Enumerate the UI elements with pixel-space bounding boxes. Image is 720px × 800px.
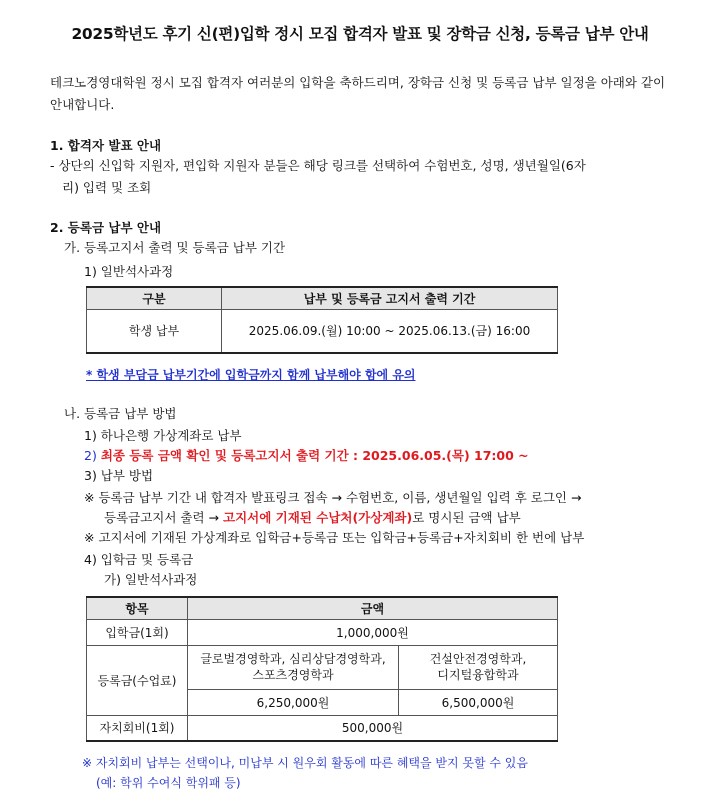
item-b4-sub: 가) 일반석사과정 xyxy=(104,572,198,587)
intro-paragraph: 테크노경영대학원 정시 모집 합격자 여러분의 입학을 축하드리며, 장학금 신청 및 등록금 납부 일정을 아래와 같이 안내합니다. xyxy=(50,75,666,112)
section1-heading: 1. 합격자 발표 안내 xyxy=(50,138,162,153)
item-b3-note2-highlight: 고지서에 기재된 수납처(가상계좌) xyxy=(223,510,413,525)
table2-dept-group-a xyxy=(188,645,399,689)
section2-heading: 2. 등록금 납부 안내 xyxy=(50,220,162,235)
item-b1: 1) 하나은행 가상계좌로 납부 xyxy=(84,428,242,443)
dept-group-b-line1: 건설안전경영학과, xyxy=(429,652,527,666)
footnote-council-fee: ※ 자치회비 납부는 선택이나, 미납부 시 원우회 활동에 따른 혜택을 받지 못할 수 있음 xyxy=(82,756,528,770)
item-a1: 1) 일반석사과정 xyxy=(84,264,174,279)
section1-line1: - 상단의 신입학 지원자, 편입학 지원자 분들은 해당 링크를 선택하여 수험번호, 성명, 생년월일(6자 xyxy=(50,158,586,173)
tuition-table xyxy=(86,596,558,742)
item-b3-note2 xyxy=(104,508,521,526)
footnote-example: (예: 학위 수여식 학위패 등) xyxy=(96,776,241,790)
table2-council-amount: 500,000원 xyxy=(188,715,558,741)
dept-group-a-line1: 글로벌경영학과, 심리상담경영학과, xyxy=(200,652,386,666)
table1-cell-period: 2025.06.09.(월) 10:00 ~ 2025.06.13.(금) 16:00 xyxy=(222,309,558,353)
table2-dept-a-amount: 6,250,000원 xyxy=(188,689,399,715)
table1-cell-category: 학생 납부 xyxy=(87,309,222,353)
subsection-b-heading: 나. 등록금 납부 방법 xyxy=(64,406,177,421)
dept-group-b-line2: 디지털융합학과 xyxy=(437,668,519,682)
item-b3: 3) 납부 방법 xyxy=(84,468,154,483)
table2-dept-b-amount: 6,500,000원 xyxy=(399,689,558,715)
item-b4: 4) 입학금 및 등록금 xyxy=(84,552,194,567)
table2-header-item: 항목 xyxy=(87,597,188,619)
subsection-a-heading: 가. 등록고지서 출력 및 등록금 납부 기간 xyxy=(64,240,286,255)
item-b3-note2-suffix: 로 명시된 금액 납부 xyxy=(412,510,521,525)
table2-header-amount: 금액 xyxy=(188,597,558,619)
item-b3-note1: ※ 등록금 납부 기간 내 합격자 발표링크 접속 → 수험번호, 이름, 생년월일 입력 후 로그인 → xyxy=(84,490,582,505)
table2-council-label: 자치회비(1회) xyxy=(87,715,188,741)
table2-entrance-label: 입학금(1회) xyxy=(87,619,188,645)
table1-header-period: 납부 및 등록금 고지서 출력 기간 xyxy=(222,287,558,309)
table2-tuition-label: 등록금(수업료) xyxy=(87,645,188,715)
table2-entrance-amount: 1,000,000원 xyxy=(188,619,558,645)
dept-group-a-line2: 스포츠경영학과 xyxy=(252,668,334,682)
item-b3-note2-prefix: 등록금고지서 출력 → xyxy=(104,510,220,525)
table2-dept-group-b xyxy=(399,645,558,689)
item-b2 xyxy=(84,446,529,464)
section1-line2: 리) 입력 및 조회 xyxy=(62,180,152,195)
payment-period-table xyxy=(86,286,558,354)
table1-header-category: 구분 xyxy=(87,287,222,309)
item-b3-note3: ※ 고지서에 기재된 가상계좌로 입학금+등록금 또는 입학금+등록금+자치회비 한 번에 납부 xyxy=(84,530,585,545)
item-b2-number: 2) xyxy=(84,448,97,463)
item-b2-deadline: 최종 등록 금액 확인 및 등록고지서 출력 기간 : 2025.06.05.(목) 17:00 ~ xyxy=(100,448,529,463)
page-title: 2025학년도 후기 신(편)입학 정시 모집 합격자 발표 및 장학금 신청, 등록금 납부 안내 xyxy=(71,25,649,43)
payment-note: * 학생 부담금 납부기간에 입학금까지 함께 납부해야 함에 유의 xyxy=(86,368,416,382)
